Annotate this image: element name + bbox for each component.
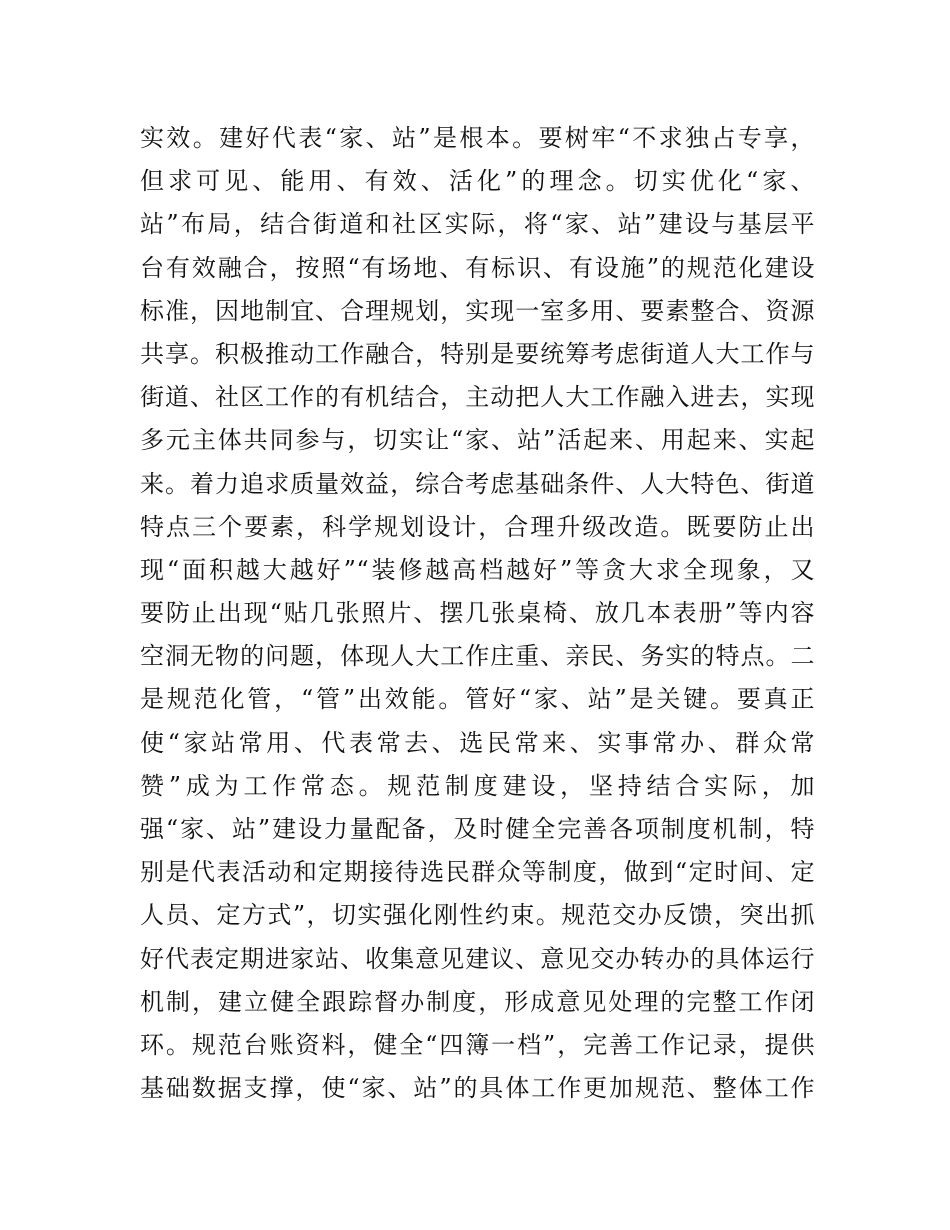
text-line: 现“面积越大越好”“装修越高档越好”等贪大求全现象，又 (140, 555, 815, 584)
text-line: 空洞无物的问题，体现人大工作庄重、亲民、务实的特点。二 (140, 642, 815, 671)
text-line: 是规范化管，“管”出效能。管好“家、站”是关键。要真正 (140, 685, 815, 714)
text-line: 站”布局，结合街道和社区实际，将“家、站”建设与基层平 (140, 210, 815, 239)
text-line: 实效。建好代表“家、站”是根本。要树牢“不求独占专享， (140, 124, 815, 152)
text-line: 强“家、站”建设力量配备，及时健全完善各项制度机制，特 (140, 815, 815, 843)
text-line: 使“家站常用、代表常去、选民常来、实事常办、群众常 (140, 728, 815, 757)
text-line: 多元主体共同参与，切实让“家、站”活起来、用起来、实起 (140, 426, 815, 455)
text-line: 赞”成为工作常态。规范制度建设，坚持结合实际，加 (140, 771, 815, 800)
text-line: 要防止出现“贴几张照片、摆几张桌椅、放几本表册”等内容 (140, 599, 815, 628)
text-line: 好代表定期进家站、收集意见建议、意见交办转办的具体运行 (140, 944, 815, 973)
text-line: 台有效融合，按照“有场地、有标识、有设施”的规范化建设 (140, 253, 815, 282)
text-line: 基础数据支撑，使“家、站”的具体工作更加规范、整体工作 (140, 1074, 815, 1103)
text-line: 但求可见、能用、有效、活化”的理念。切实优化“家、 (140, 167, 815, 196)
text-line: 机制，建立健全跟踪督办制度，形成意见处理的完整工作闭 (140, 987, 815, 1016)
text-line: 环。规范台账资料，健全“四簿一档”，完善工作记录，提供 (140, 1030, 815, 1059)
text-line: 共享。积极推动工作融合，特别是要统筹考虑街道人大工作与 (140, 339, 815, 368)
text-line: 街道、社区工作的有机结合，主动把人大工作融入进去，实现 (140, 383, 815, 412)
text-line: 标准，因地制宜、合理规划，实现一室多用、要素整合、资源 (140, 296, 815, 325)
text-line: 别是代表活动和定期接待选民群众等制度，做到“定时间、定 (140, 858, 815, 887)
text-line: 特点三个要素，科学规划设计，合理升级改造。既要防止出 (140, 512, 815, 541)
text-line: 来。着力追求质量效益，综合考虑基础条件、人大特色、街道 (140, 469, 815, 498)
text-line: 人员、定方式”，切实强化刚性约束。规范交办反馈，突出抓 (140, 901, 815, 930)
body-paragraph (140, 117, 815, 1110)
